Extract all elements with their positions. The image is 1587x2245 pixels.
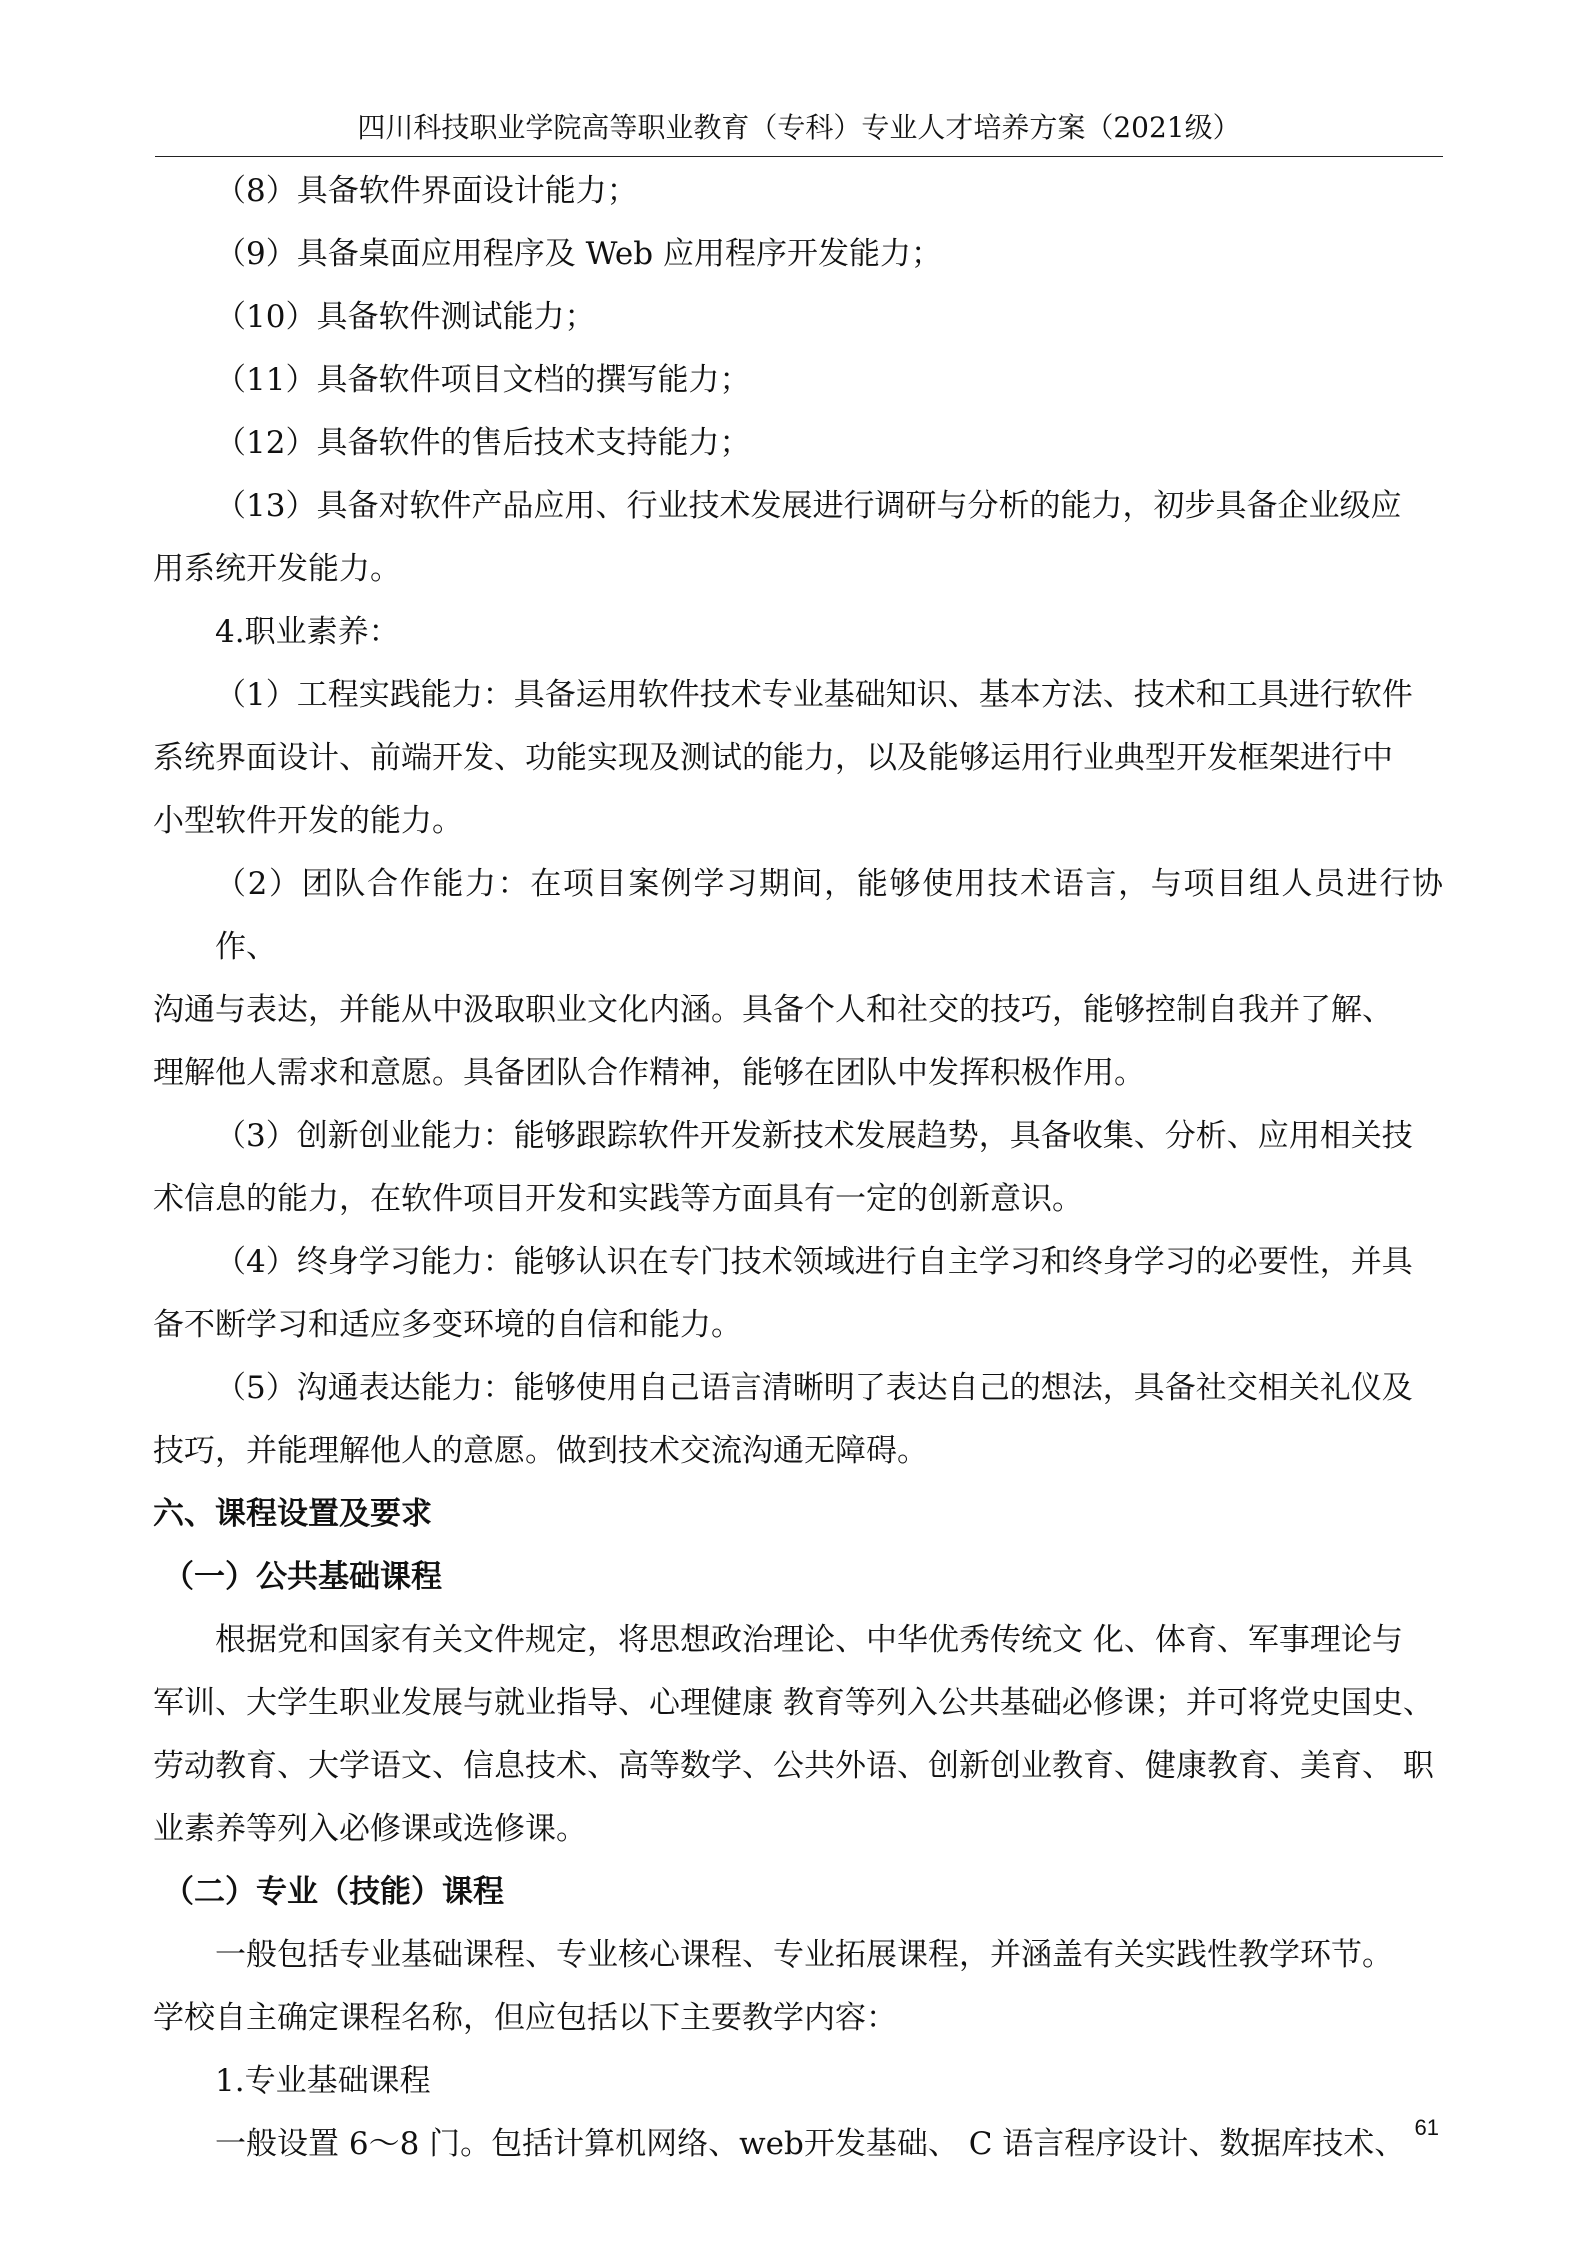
paragraph-line: 系统界面设计、前端开发、功能实现及测试的能力，以及能够运用行业典型开发框架进行中 (153, 740, 1393, 776)
paragraph-line: （4）终身学习能力：能够认识在专门技术领域进行自主学习和终身学习的必要性，并具 (215, 1244, 1413, 1280)
paragraph: （8）具备软件界面设计能力； (215, 173, 638, 209)
page-header (155, 108, 1443, 157)
paragraph: （12）具备软件的售后技术支持能力； (215, 425, 751, 461)
paragraph-line: 术信息的能力，在软件项目开发和实践等方面具有一定的创新意识。 (153, 1181, 1083, 1217)
paragraph-line: 学校自主确定课程名称，但应包括以下主要教学内容： (153, 2000, 897, 2036)
paragraph: （10）具备软件测试能力； (215, 299, 596, 335)
paragraph-line: 劳动教育、大学语文、信息技术、高等数学、公共外语、创新创业教育、健康教育、美育、 职 (153, 1748, 1434, 1784)
paragraph-line: （3）创新创业能力：能够跟踪软件开发新技术发展趋势，具备收集、分析、应用相关技 (215, 1118, 1413, 1154)
subsection-heading: （一）公共基础课程 (163, 1559, 442, 1595)
page-number: 61 (1414, 2115, 1439, 2140)
paragraph: （11）具备软件项目文档的撰写能力； (215, 362, 751, 398)
paragraph-line: 技巧，并能理解他人的意愿。做到技术交流沟通无障碍。 (153, 1433, 928, 1469)
paragraph-line: 用系统开发能力。 (153, 551, 401, 587)
paragraph-line: 军训、大学生职业发展与就业指导、心理健康 教育等列入公共基础必修课；并可将党史国史、 (153, 1685, 1434, 1721)
document-body (153, 160, 1443, 2176)
subsection-heading: （二）专业（技能）课程 (163, 1874, 504, 1910)
paragraph-line: 沟通与表达，并能从中汲取职业文化内涵。具备个人和社交的技巧，能够控制自我并了解、 (153, 992, 1393, 1028)
paragraph-line: 理解他人需求和意愿。具备团队合作精神，能够在团队中发挥积极作用。 (153, 1055, 1145, 1091)
paragraph-line: （2）团队合作能力：在项目案例学习期间，能够使用技术语言，与项目组人员进行协作、 (215, 866, 1443, 965)
paragraph: （9）具备桌面应用程序及 Web 应用程序开发能力； (215, 236, 942, 272)
paragraph-line: （1）工程实践能力：具备运用软件技术专业基础知识、基本方法、技术和工具进行软件 (215, 677, 1413, 713)
paragraph-line: 备不断学习和适应多变环境的自信和能力。 (153, 1307, 742, 1343)
section-label: 1.专业基础课程 (215, 2063, 431, 2099)
paragraph-line: 小型软件开发的能力。 (153, 803, 463, 839)
section-label: 4.职业素养： (215, 614, 400, 650)
paragraph-line: 根据党和国家有关文件规定，将思想政治理论、中华优秀传统文 化、体育、军事理论与 (215, 1622, 1403, 1658)
section-heading: 六、课程设置及要求 (153, 1496, 432, 1532)
paragraph-line: （5）沟通表达能力：能够使用自己语言清晰明了表达自己的想法，具备社交相关礼仪及 (215, 1370, 1413, 1406)
paragraph-line: （13）具备对软件产品应用、行业技术发展进行调研与分析的能力，初步具备企业级应 (215, 488, 1402, 524)
paragraph-line: 一般包括专业基础课程、专业核心课程、专业拓展课程，并涵盖有关实践性教学环节。 (215, 1937, 1393, 1973)
header-title: 四川科技职业学院高等职业教育（专科）专业人才培养方案（2021级） (357, 111, 1241, 144)
paragraph-line: 业素养等列入必修课或选修课。 (153, 1811, 587, 1847)
paragraph-line: 一般设置 6～8 门。包括计算机网络、web开发基础、 C 语言程序设计、数据库技术、 (215, 2126, 1406, 2162)
